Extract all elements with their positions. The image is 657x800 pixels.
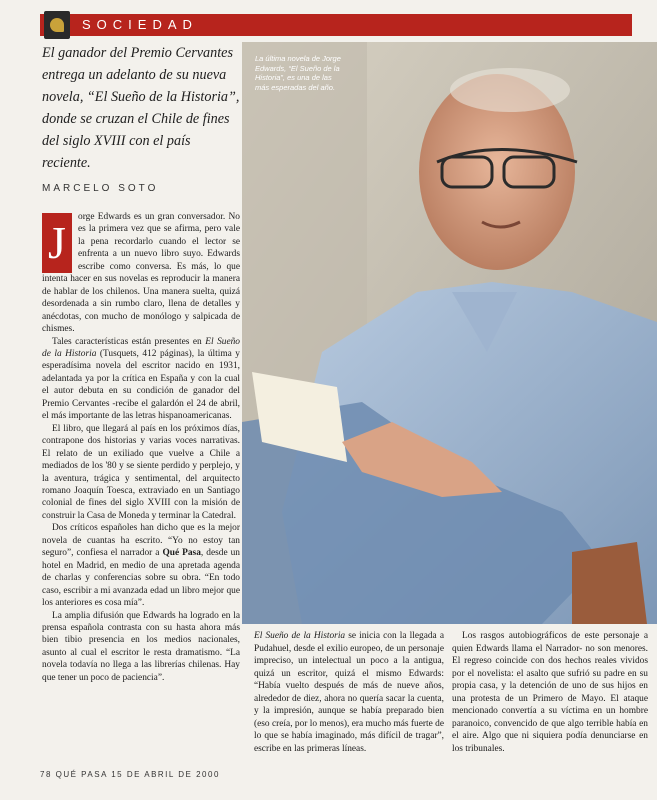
book-title: El Sueño de la Historia bbox=[42, 336, 240, 359]
paragraph: Tales características están presentes en El Sueño de la Historia (Tusquets, 412 páginas), la última y esperadísima novela del escritor nacido en 1931, adelantada ya por la crítica en España y con la cual el autor debuta en su condición de ganador del Premio Cervantes -recibe el galardón el 24 de abril, el más importante de las letras hispanoamericanas. bbox=[42, 336, 240, 422]
paragraph: La amplia difusión que Edwards ha logrado en la prensa española contrasta con su hasta ahora más bien tibio presencia en los medios nacionales, asunto al cual el escritor le resta dramatismo. “La novela todavía no llega a las librerías chilenas. Hay que tener un poco de paciencia”. bbox=[42, 610, 240, 683]
photo-caption: La última novela de Jorge Edwards, “El Sueño de la Historia”, es una de las más esperadas del año. bbox=[255, 54, 341, 92]
body-column-3 bbox=[452, 630, 648, 755]
body-column-2 bbox=[254, 630, 444, 755]
article-deck: El ganador del Premio Cervantes entrega un adelanto de su nueva novela, “El Sueño de la Historia”, donde se cruzan el Chile de fines del siglo XVIII con el país reciente. bbox=[42, 45, 240, 171]
paragraph: orge Edwards es un gran conversador. No es la primera vez que se afirma, pero vale la pena recordarlo cuando el lector se enfrenta a un nuevo libro suyo. Edwards escribe como conversa. Es más, lo que intenta hacer en sus novelas es reproducir la manera de hablar de los chilenos. Una manera suelta, quizá desordenada a sin rumbo claro, llena de detalles y anécdotas, con mucho de monólogo y salpicada de chismes. bbox=[42, 212, 240, 335]
paragraph: Los rasgos autobiográficos de este personaje a quien Edwards llama el Narrador- no son menores. El regreso coincide con dos hechos reales vividos por el novelista: el asalto que sufrió su padre en su propia casa, y la detención de uno de sus hijos en una protesta de un Primero de Mayo. El ataque mencionado convertía a su víctima en un hombre paranoico, convencido de que algo terrible había en el aire. Algo que ni siquiera podía denunciarse en los tribunales. bbox=[452, 631, 648, 754]
byline: MARCELO SOTO bbox=[42, 183, 159, 194]
paragraph: Dos críticos españoles han dicho que es la mejor novela de cuantas ha escrito. “Yo no estoy tan seguro”, confiesa el narrador a Qué Pasa, desde un hotel en Madrid, en medio de una apretada agenda de charlas y conferencias sobre su obra. “En todo caso, escribir a mi avanzada edad un libro mejor que los anteriores es cosa mía”. bbox=[42, 523, 240, 609]
magazine-name: Qué Pasa bbox=[162, 548, 201, 559]
book-title: El Sueño de la Historia bbox=[254, 631, 346, 641]
magazine-logo-icon bbox=[44, 11, 70, 39]
paragraph: El Sueño de la Historia se inicia con la llegada a Pudahuel, desde el exilio europeo, de un personaje impreciso, un intelectual un poco a la antigua, quizá un escritor, quizá el mismo Edwards: “Había vuelto después de más de nueve años, alrededor de diez, ahora no quería sacar la cuenta, y la impresión, aunque se había preparado bien (eso creía, por lo menos), era mucho más fuerte de lo que se había imaginado, más difícil de tragar”, escribe en las primeras líneas. bbox=[254, 631, 445, 754]
paragraph: El libro, que llegará al país en los próximos días, contrapone dos historias y varias voces narrativas. El relato de un exiliado que vuelve a Chile a mediados de los '80 y se siente perdido y perplejo, y la aventura, trágica y sentimental, del arquitecto romano Joaquín Toesca, extraviado en un Santiago colonial de fines del siglo XVIII con la misión de construir la Casa de Moneda y terminar la Catedral. bbox=[42, 423, 240, 521]
page-folio: 78 QUÉ PASA 15 DE ABRIL DE 2000 bbox=[40, 770, 220, 779]
body-column-1 bbox=[42, 211, 240, 684]
drop-cap: J bbox=[42, 213, 72, 273]
section-label: SOCIEDAD bbox=[82, 17, 198, 32]
portrait-illustration bbox=[242, 42, 657, 624]
author-photo bbox=[242, 42, 657, 624]
